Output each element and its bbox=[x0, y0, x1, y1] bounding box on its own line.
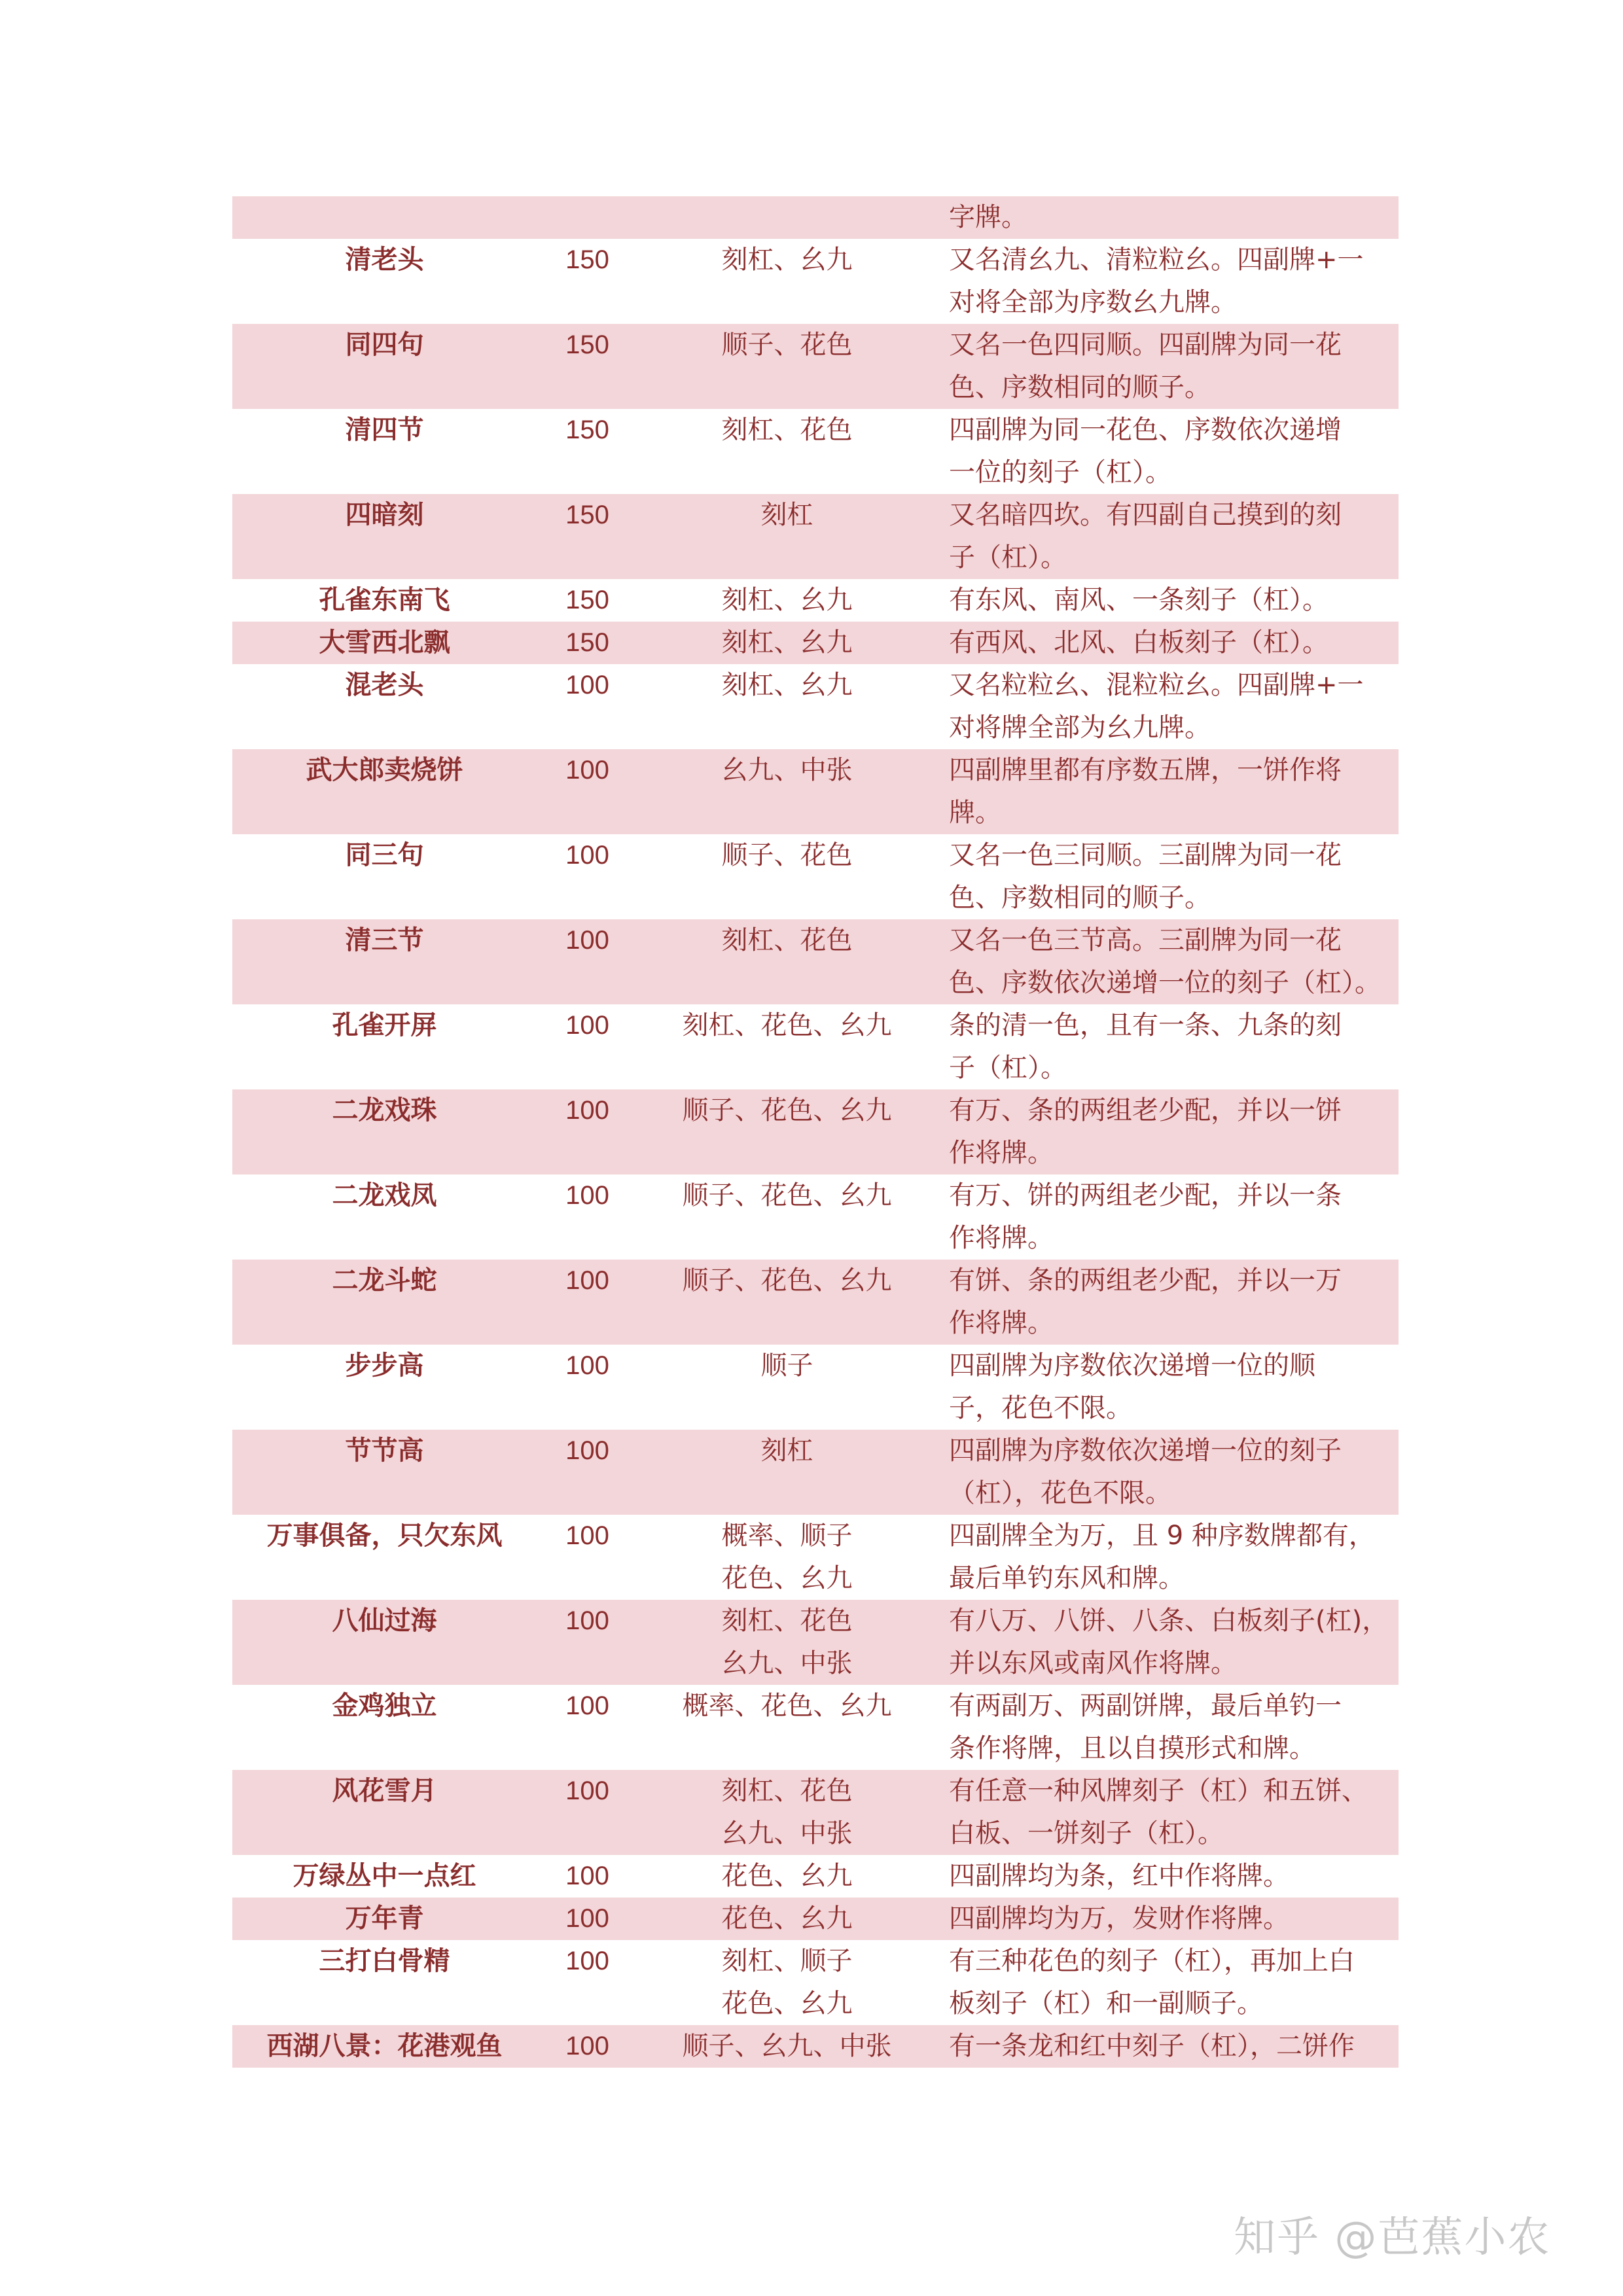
hand-description bbox=[936, 1089, 1399, 1174]
hand-description bbox=[936, 1855, 1399, 1898]
table-row bbox=[232, 494, 1399, 579]
description-line: 四副牌均为条，红中作将牌。 bbox=[949, 1861, 1289, 1891]
category-line: 概率、顺子 bbox=[721, 1521, 853, 1551]
table-row bbox=[232, 1600, 1399, 1685]
hand-name: 八仙过海 bbox=[332, 1606, 437, 1636]
hand-description bbox=[936, 1515, 1399, 1600]
hand-description bbox=[936, 1260, 1399, 1345]
hand-description bbox=[936, 919, 1399, 1004]
table-row bbox=[232, 1855, 1399, 1898]
description-line: 板刻子（杠）和一副顺子。 bbox=[949, 1988, 1263, 2019]
hand-description bbox=[936, 749, 1399, 834]
hand-description bbox=[936, 1600, 1399, 1685]
table-row bbox=[232, 1345, 1399, 1430]
table-row bbox=[232, 2025, 1399, 2068]
table-row bbox=[232, 324, 1399, 409]
rules-table bbox=[232, 196, 1399, 2068]
hand-points: 100 bbox=[565, 926, 609, 955]
hand-description bbox=[936, 622, 1399, 664]
category-line: 概率、花色、幺九 bbox=[682, 1691, 892, 1721]
hand-name: 风花雪月 bbox=[332, 1776, 437, 1806]
description-line: 四副牌为序数依次递增一位的顺 bbox=[949, 1351, 1315, 1381]
description-line: 四副牌里都有序数五牌，一饼作将 bbox=[949, 755, 1342, 785]
table-row bbox=[232, 1430, 1399, 1515]
hand-points: 100 bbox=[565, 1351, 609, 1380]
hand-points: 100 bbox=[565, 1096, 609, 1125]
category-line: 刻杠、花色、幺九 bbox=[682, 1010, 892, 1040]
description-line: 有饼、条的两组老少配，并以一万 bbox=[949, 1265, 1342, 1296]
hand-points: 100 bbox=[565, 1266, 609, 1295]
table-row bbox=[232, 239, 1399, 324]
category-line: 花色、幺九 bbox=[721, 1563, 853, 1593]
description-line: 有万、饼的两组老少配，并以一条 bbox=[949, 1180, 1342, 1210]
table-row bbox=[232, 664, 1399, 749]
description-line: 子（杠）。 bbox=[949, 1053, 1067, 1083]
category-line: 顺子、花色、幺九 bbox=[682, 1265, 892, 1296]
table-row bbox=[232, 1770, 1399, 1855]
description-line: 字牌。 bbox=[949, 202, 1027, 232]
description-line: 作将牌。 bbox=[949, 1138, 1054, 1168]
category-line: 刻杠、花色 bbox=[721, 415, 853, 445]
category-line: 顺子、花色、幺九 bbox=[682, 1095, 892, 1125]
description-line: 有三种花色的刻子（杠），再加上白 bbox=[949, 1946, 1355, 1976]
hand-category bbox=[638, 1345, 936, 1430]
hand-points: 150 bbox=[565, 245, 609, 274]
hand-points: 100 bbox=[565, 1862, 609, 1890]
hand-name: 三打白骨精 bbox=[319, 1946, 450, 1976]
description-line: 一位的刻子（杠）。 bbox=[949, 457, 1171, 487]
hand-points: 100 bbox=[565, 1521, 609, 1550]
category-line: 幺九、中张 bbox=[721, 1818, 853, 1848]
hand-points: 150 bbox=[565, 586, 609, 614]
hand-name: 金鸡独立 bbox=[332, 1691, 437, 1721]
hand-category bbox=[638, 1940, 936, 2025]
description-line: 色、序数依次递增一位的刻子（杠）。 bbox=[949, 968, 1381, 998]
category-line: 顺子、幺九、中张 bbox=[682, 2031, 892, 2061]
hand-category bbox=[638, 1855, 936, 1898]
category-line: 幺九、中张 bbox=[721, 755, 853, 785]
description-line: 条的清一色，且有一条、九条的刻 bbox=[949, 1010, 1342, 1040]
hand-category bbox=[638, 1430, 936, 1515]
table-row bbox=[232, 1685, 1399, 1770]
description-line: 四副牌均为万，发财作将牌。 bbox=[949, 1903, 1289, 1934]
hand-points: 100 bbox=[565, 841, 609, 870]
hand-points: 100 bbox=[565, 1436, 609, 1465]
hand-name: 节节高 bbox=[345, 1436, 424, 1466]
hand-description bbox=[936, 1898, 1399, 1940]
description-line: 又名一色三节高。三副牌为同一花 bbox=[949, 925, 1342, 955]
description-line: 条作将牌，且以自摸形式和牌。 bbox=[949, 1733, 1315, 1763]
description-line: 有东风、南风、一条刻子（杠）。 bbox=[949, 585, 1329, 615]
description-line: 又名一色三同顺。三副牌为同一花 bbox=[949, 840, 1342, 870]
hand-description bbox=[936, 1004, 1399, 1089]
description-line: 色、序数相同的顺子。 bbox=[949, 883, 1211, 913]
hand-description bbox=[936, 1174, 1399, 1260]
hand-name: 步步高 bbox=[345, 1351, 424, 1381]
description-line: 四副牌全为万，且 9 种序数牌都有， bbox=[949, 1521, 1375, 1551]
hand-name: 清三节 bbox=[345, 925, 424, 955]
hand-category bbox=[638, 579, 936, 622]
category-line: 刻杠、幺九 bbox=[721, 627, 853, 658]
hand-description bbox=[936, 1430, 1399, 1515]
category-line: 刻杠、花色 bbox=[721, 1606, 853, 1636]
category-line: 顺子、花色、幺九 bbox=[682, 1180, 892, 1210]
category-line: 顺子、花色 bbox=[721, 840, 853, 870]
table-row bbox=[232, 579, 1399, 622]
table-row bbox=[232, 1004, 1399, 1089]
description-line: （杠），花色不限。 bbox=[949, 1478, 1171, 1508]
description-line: 有西风、北风、白板刻子（杠）。 bbox=[949, 627, 1329, 658]
description-line: 对将全部为序数幺九牌。 bbox=[949, 287, 1237, 317]
category-line: 花色、幺九 bbox=[721, 1903, 853, 1934]
table-row bbox=[232, 1940, 1399, 2025]
description-line: 四副牌为序数依次递增一位的刻子 bbox=[949, 1436, 1342, 1466]
hand-name: 孔雀东南飞 bbox=[319, 585, 450, 615]
hand-category bbox=[638, 324, 936, 409]
hand-category bbox=[638, 1685, 936, 1770]
hand-points: 100 bbox=[565, 1947, 609, 1975]
category-line: 花色、幺九 bbox=[721, 1861, 853, 1891]
hand-category bbox=[638, 919, 936, 1004]
description-line: 有两副万、两副饼牌，最后单钓一 bbox=[949, 1691, 1342, 1721]
hand-points: 100 bbox=[565, 1606, 609, 1635]
table-row bbox=[232, 1515, 1399, 1600]
category-line: 刻杠 bbox=[760, 500, 813, 530]
description-line: 最后单钓东风和牌。 bbox=[949, 1563, 1185, 1593]
hand-name: 二龙斗蛇 bbox=[332, 1265, 437, 1296]
description-line: 有八万、八饼、八条、白板刻子(杠)， bbox=[949, 1606, 1389, 1636]
description-line: 子，花色不限。 bbox=[949, 1393, 1132, 1423]
hand-points: 150 bbox=[565, 415, 609, 444]
table-row bbox=[232, 622, 1399, 664]
hand-description bbox=[936, 1685, 1399, 1770]
hand-name: 二龙戏凤 bbox=[332, 1180, 437, 1210]
hand-category bbox=[638, 494, 936, 579]
description-line: 又名一色四同顺。四副牌为同一花 bbox=[949, 330, 1342, 360]
hand-category bbox=[638, 239, 936, 324]
hand-description bbox=[936, 324, 1399, 409]
hand-points: 100 bbox=[565, 1011, 609, 1040]
hand-description bbox=[936, 196, 1399, 239]
hand-category bbox=[638, 834, 936, 919]
hand-category bbox=[638, 409, 936, 494]
description-line: 有一条龙和红中刻子（杠），二饼作 bbox=[949, 2031, 1355, 2061]
table-row bbox=[232, 749, 1399, 834]
hand-category bbox=[638, 2025, 936, 2068]
description-line: 又名粒粒幺、混粒粒幺。四副牌+一 bbox=[949, 670, 1364, 700]
hand-name: 大雪西北飘 bbox=[319, 627, 450, 658]
hand-points: 100 bbox=[565, 1904, 609, 1933]
category-line: 刻杠、花色 bbox=[721, 925, 853, 955]
hand-category bbox=[638, 1898, 936, 1940]
category-line: 刻杠、顺子 bbox=[721, 1946, 853, 1976]
description-line: 四副牌为同一花色、序数依次递增 bbox=[949, 415, 1342, 445]
hand-description bbox=[936, 1345, 1399, 1430]
hand-category bbox=[638, 1260, 936, 1345]
category-line: 顺子 bbox=[760, 1351, 813, 1381]
table-row bbox=[232, 196, 1399, 239]
hand-category bbox=[638, 1770, 936, 1855]
hand-category bbox=[638, 1515, 936, 1600]
hand-name bbox=[232, 196, 537, 239]
category-line: 刻杠 bbox=[760, 1436, 813, 1466]
hand-name: 武大郎卖烧饼 bbox=[306, 755, 463, 785]
description-line: 白板、一饼刻子（杠）。 bbox=[949, 1818, 1224, 1848]
hand-category bbox=[638, 1004, 936, 1089]
table-row bbox=[232, 1260, 1399, 1345]
category-line: 幺九、中张 bbox=[721, 1648, 853, 1678]
hand-points: 150 bbox=[565, 501, 609, 529]
category-line: 刻杠、幺九 bbox=[721, 585, 853, 615]
hand-category bbox=[638, 749, 936, 834]
hand-name: 同四句 bbox=[345, 330, 424, 360]
category-line: 刻杠、幺九 bbox=[721, 245, 853, 275]
description-line: 对将牌全部为幺九牌。 bbox=[949, 713, 1211, 743]
description-line: 有万、条的两组老少配，并以一饼 bbox=[949, 1095, 1342, 1125]
category-line: 花色、幺九 bbox=[721, 1988, 853, 2019]
hand-points: 100 bbox=[565, 1181, 609, 1210]
description-line: 有任意一种风牌刻子（杠）和五饼、 bbox=[949, 1776, 1368, 1806]
hand-points: 100 bbox=[565, 1691, 609, 1720]
hand-points: 150 bbox=[565, 330, 609, 359]
hand-name: 清老头 bbox=[345, 245, 424, 275]
description-line: 牌。 bbox=[949, 798, 1001, 828]
hand-name: 万绿丛中一点红 bbox=[293, 1861, 476, 1891]
hand-category bbox=[638, 1600, 936, 1685]
hand-points: 100 bbox=[565, 671, 609, 699]
hand-points: 100 bbox=[565, 756, 609, 785]
description-line: 作将牌。 bbox=[949, 1223, 1054, 1253]
hand-description bbox=[936, 834, 1399, 919]
hand-name: 同三句 bbox=[345, 840, 424, 870]
description-line: 色、序数相同的顺子。 bbox=[949, 372, 1211, 402]
description-line: 作将牌。 bbox=[949, 1308, 1054, 1338]
hand-points: 150 bbox=[565, 628, 609, 657]
hand-description bbox=[936, 409, 1399, 494]
hand-name: 万事俱备，只欠东风 bbox=[266, 1521, 503, 1551]
table-row bbox=[232, 409, 1399, 494]
hand-description bbox=[936, 664, 1399, 749]
hand-description bbox=[936, 494, 1399, 579]
table-row bbox=[232, 919, 1399, 1004]
hand-name: 混老头 bbox=[345, 670, 424, 700]
hand-category bbox=[638, 196, 936, 239]
hand-description bbox=[936, 579, 1399, 622]
hand-description bbox=[936, 1940, 1399, 2025]
category-line: 刻杠、花色 bbox=[721, 1776, 853, 1806]
description-line: 并以东风或南风作将牌。 bbox=[949, 1648, 1237, 1678]
table-row bbox=[232, 1898, 1399, 1940]
watermark: 知乎 @芭蕉小农 bbox=[1234, 2214, 1551, 2262]
hand-category bbox=[638, 622, 936, 664]
hand-name: 孔雀开屏 bbox=[332, 1010, 437, 1040]
hand-category bbox=[638, 1089, 936, 1174]
hand-name: 四暗刻 bbox=[345, 500, 424, 530]
hand-category bbox=[638, 1174, 936, 1260]
description-line: 又名暗四坎。有四副自己摸到的刻 bbox=[949, 500, 1342, 530]
hand-name: 万年青 bbox=[345, 1903, 424, 1934]
hand-points: 100 bbox=[565, 2032, 609, 2060]
hand-description bbox=[936, 1770, 1399, 1855]
hand-category bbox=[638, 664, 936, 749]
table-row bbox=[232, 834, 1399, 919]
description-line: 子（杠）。 bbox=[949, 542, 1067, 573]
table-row bbox=[232, 1089, 1399, 1174]
hand-points: 100 bbox=[565, 1776, 609, 1805]
hand-description bbox=[936, 2025, 1399, 2068]
hand-name: 清四节 bbox=[345, 415, 424, 445]
hand-points bbox=[537, 196, 638, 239]
table-row bbox=[232, 1174, 1399, 1260]
category-line: 顺子、花色 bbox=[721, 330, 853, 360]
category-line: 刻杠、幺九 bbox=[721, 670, 853, 700]
hand-name: 二龙戏珠 bbox=[332, 1095, 437, 1125]
hand-name: 西湖八景：花港观鱼 bbox=[266, 2031, 503, 2061]
description-line: 又名清幺九、清粒粒幺。四副牌+一 bbox=[949, 245, 1364, 275]
hand-description bbox=[936, 239, 1399, 324]
